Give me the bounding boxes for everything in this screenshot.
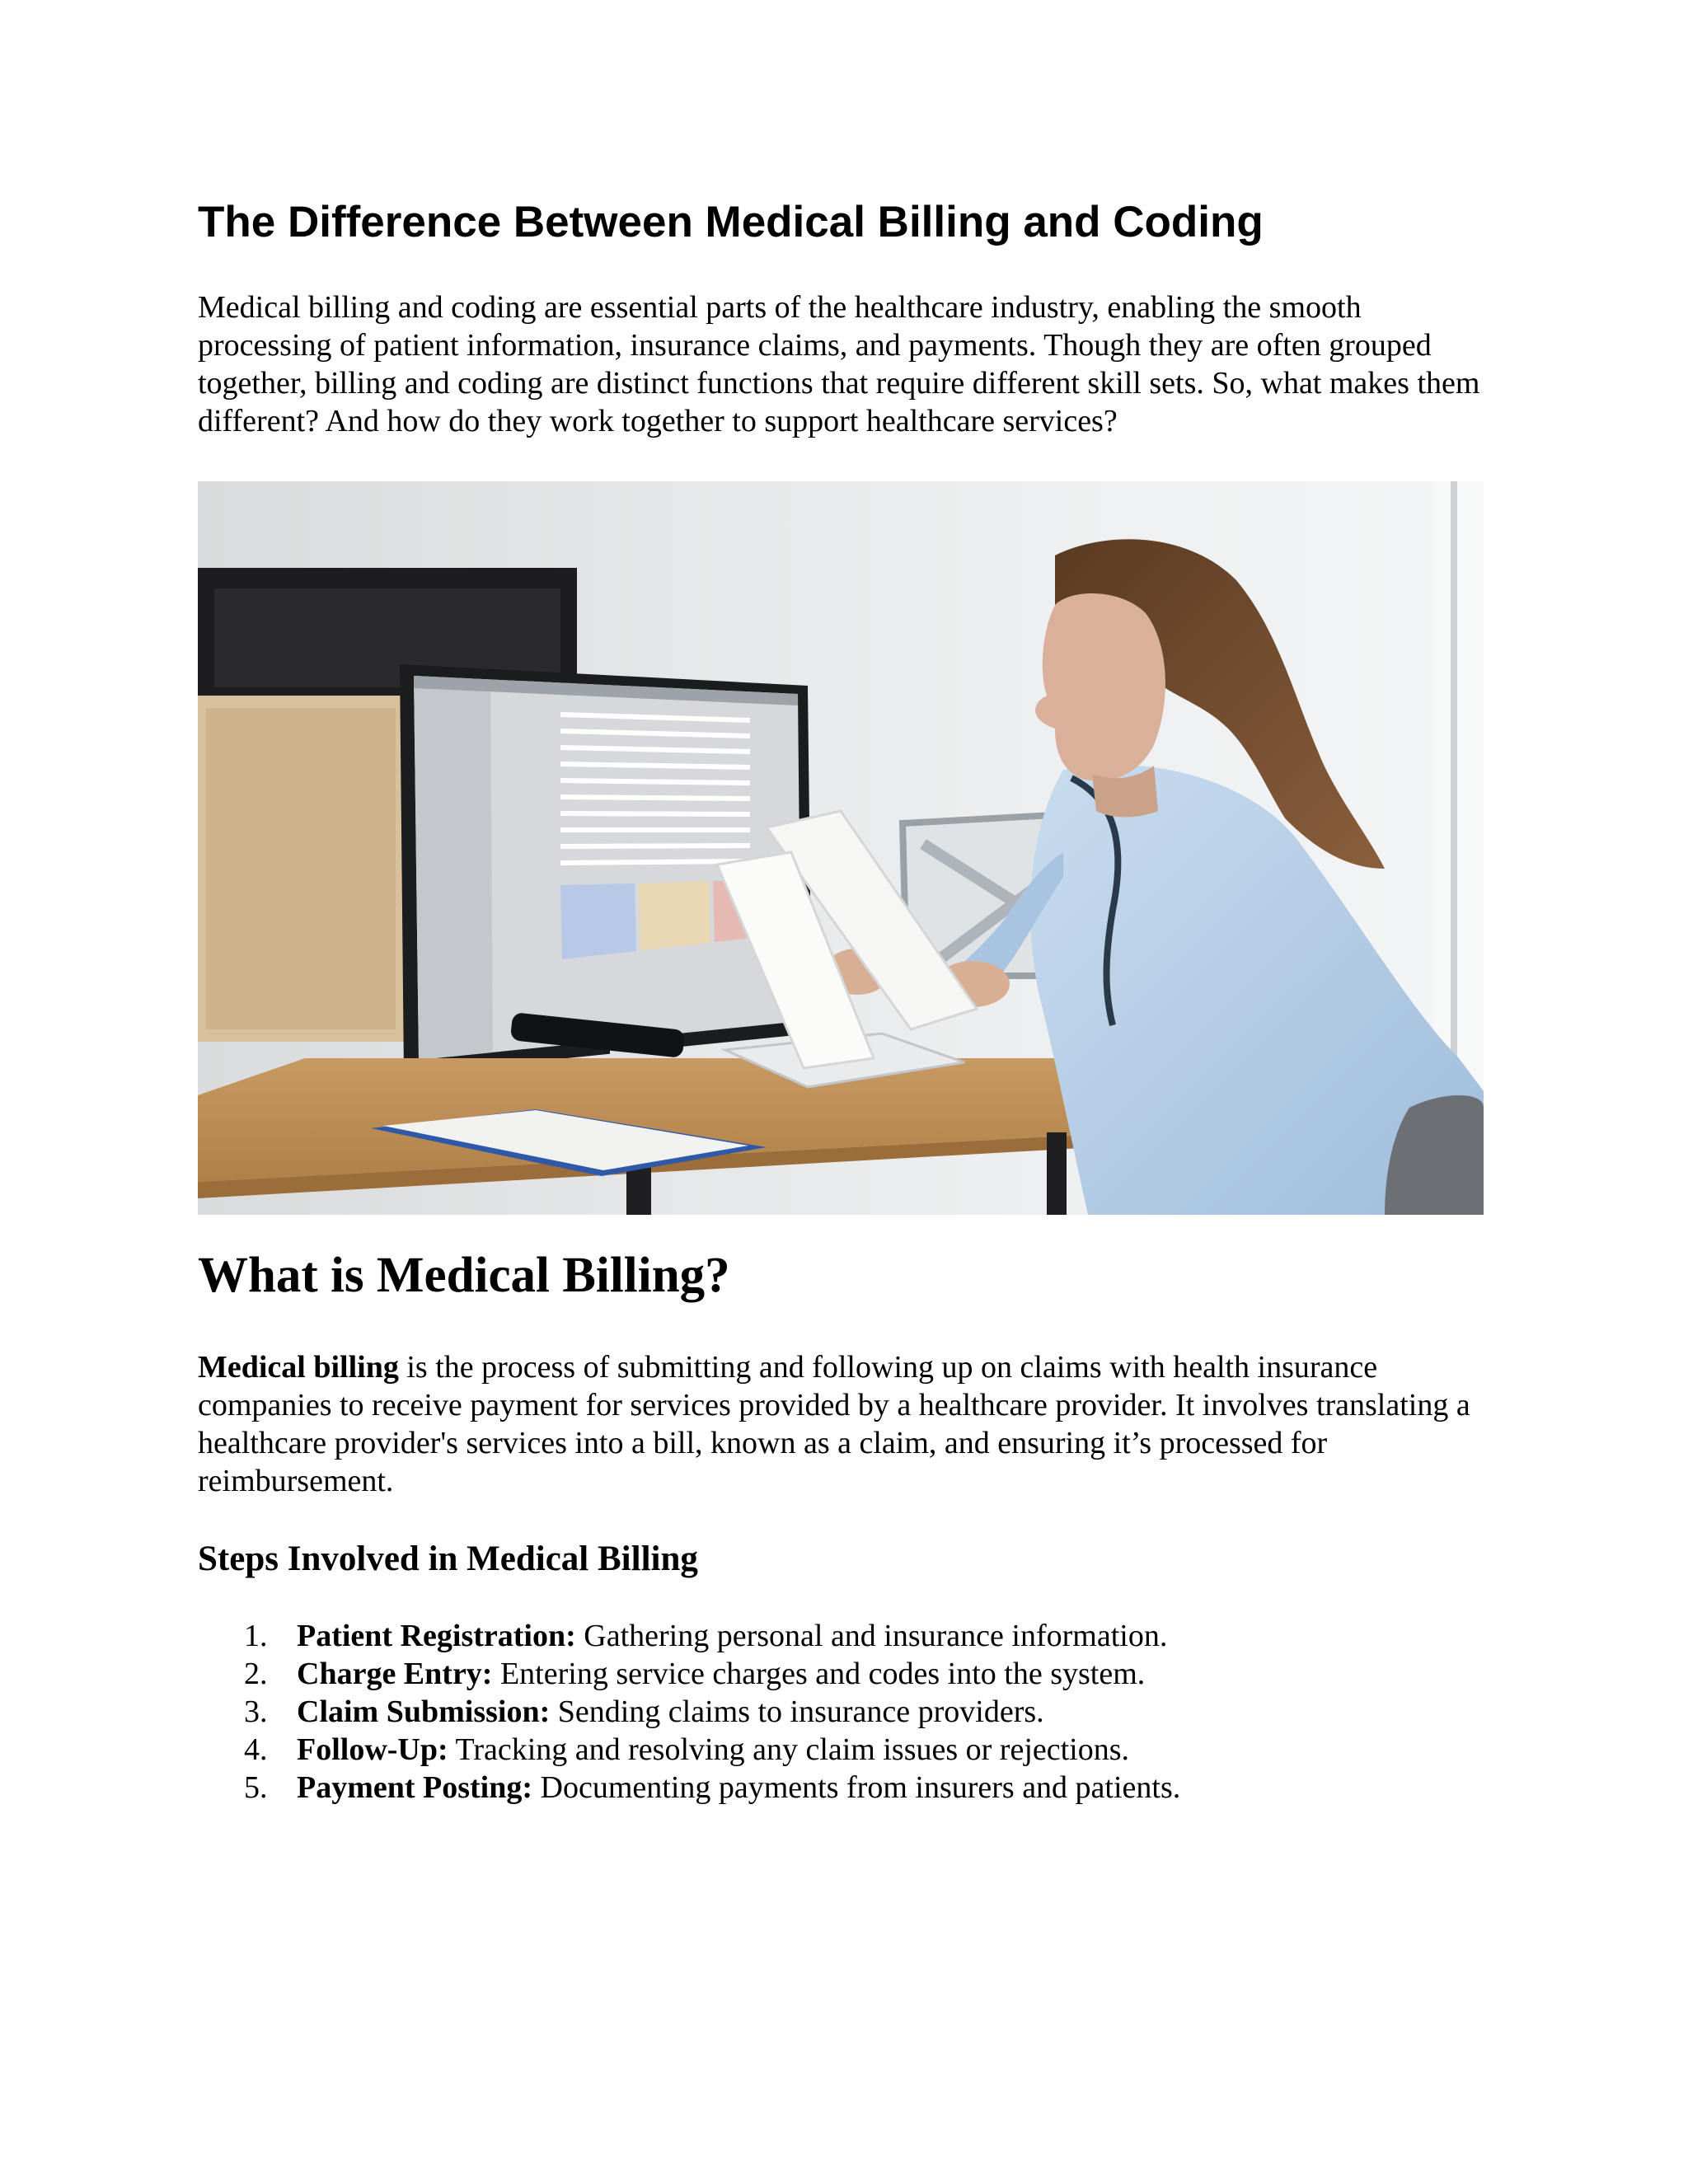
billing-photo xyxy=(198,481,1484,1215)
list-number: 3. xyxy=(244,1694,268,1729)
step-description: Sending claims to insurance providers. xyxy=(550,1694,1044,1729)
step-description: Gathering personal and insurance information. xyxy=(575,1619,1168,1653)
step-description: Entering service charges and codes into the system. xyxy=(492,1657,1146,1691)
step-term: Follow-Up: xyxy=(297,1732,448,1767)
steps-heading: Steps Involved in Medical Billing xyxy=(198,1540,698,1578)
article-title: The Difference Between Medical Billing and Coding xyxy=(198,198,1264,246)
section-heading-medical-billing: What is Medical Billing? xyxy=(198,1248,730,1303)
list-item xyxy=(198,1693,1484,1731)
list-item xyxy=(198,1617,1484,1655)
list-item xyxy=(198,1769,1484,1807)
medical-billing-paragraph xyxy=(198,1348,1484,1500)
intro-paragraph: Medical billing and coding are essential parts of the healthcare industry, enabling the smooth processing of patient information, insurance claims, and payments. Though they are often grouped together, billing and coding are distinct functions that require different skill sets. So, what makes them different? And how do they work together to support healthcare services? xyxy=(198,290,1480,438)
billing-steps-list xyxy=(198,1617,1484,1807)
step-description: Documenting payments from insurers and patients. xyxy=(532,1770,1181,1805)
list-number: 2. xyxy=(244,1657,268,1691)
list-number: 5. xyxy=(244,1770,268,1805)
list-item xyxy=(198,1731,1484,1769)
step-term: Charge Entry: xyxy=(297,1657,493,1691)
step-term: Payment Posting: xyxy=(297,1770,533,1805)
billing-photo-illustration xyxy=(198,481,1484,1215)
medical-billing-term: Medical billing xyxy=(198,1350,399,1385)
list-item xyxy=(198,1655,1484,1693)
step-description: Tracking and resolving any claim issues or rejections. xyxy=(448,1732,1130,1767)
step-term: Patient Registration: xyxy=(297,1619,576,1653)
medical-billing-definition: is the process of submitting and following up on claims with health insurance companies to receive payment for services provided by a healthcare provider. It involves translating a healthcare provider's services into a bill, known as a claim, and ensuring it’s processed for reimbursement. xyxy=(198,1350,1470,1498)
step-term: Claim Submission: xyxy=(297,1694,551,1729)
list-number: 4. xyxy=(244,1732,268,1767)
list-number: 1. xyxy=(244,1619,268,1653)
